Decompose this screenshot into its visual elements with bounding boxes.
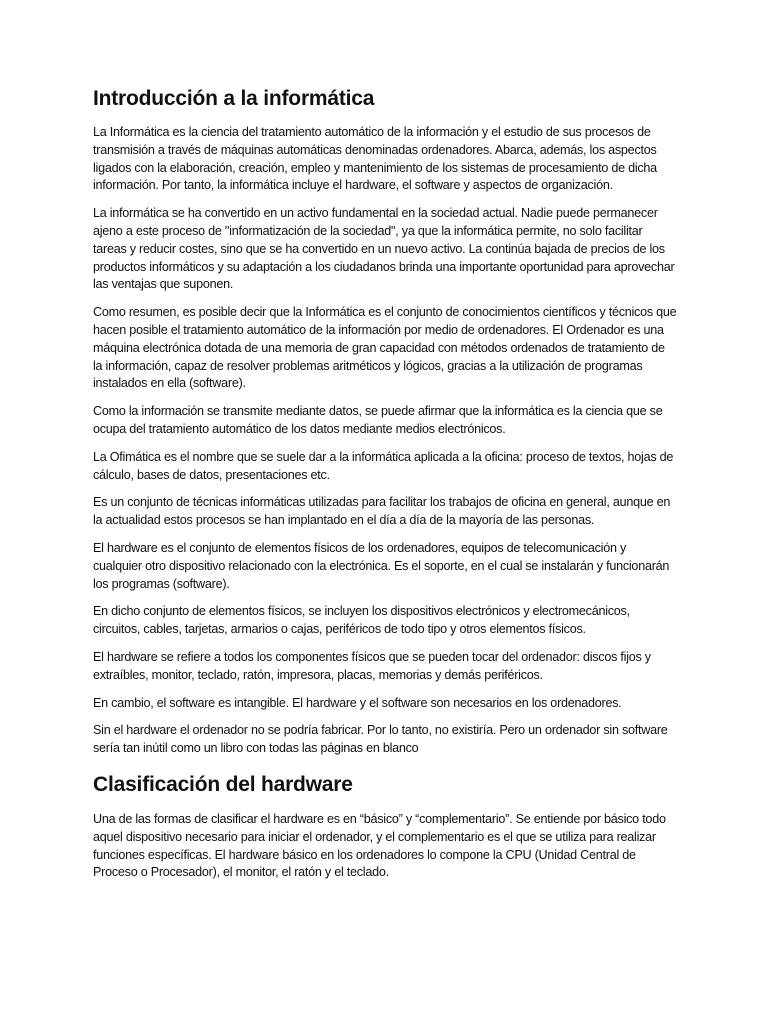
paragraph: Es un conjunto de técnicas informáticas utilizadas para facilitar los trabajos de oficina en general, aunque en la actualidad estos procesos se han implantado en el día a día de la mayoría de las personas. [93,495,671,528]
paragraph: Sin el hardware el ordenador no se podría fabricar. Por lo tanto, no existiría. Pero un ordenador sin software sería tan inútil como un libro con todas las páginas en blanco [93,723,668,756]
document-page [93,86,677,892]
paragraph: Como la información se transmite mediante datos, se puede afirmar que la informática es la ciencia que se ocupa del tratamiento automático de los datos mediante medios electrónicos. [93,404,663,436]
heading-clasificacion-hardware: Clasificación del hardware [93,772,353,796]
paragraph: En cambio, el software es intangible. El hardware y el software son necesarios en los ordenadores. [93,695,622,710]
paragraph: El hardware se refiere a todos los componentes físicos que se pueden tocar del ordenador: discos fijos y extraíbles, monitor, teclado, ratón, impresora, placas, memorias y demás periféricos. [93,649,651,682]
paragraph: En dicho conjunto de elementos físicos, se incluyen los dispositivos electrónicos y electromecánicos, circuitos, cables, tarjetas, armarios o cajas, periféricos de todo tipo y otros elementos físicos. [93,604,630,637]
paragraph: La Informática es la ciencia del tratamiento automático de la información y el estudio de sus procesos de transmisión a través de máquinas automáticas denominadas ordenadores. Abarca, además, los aspectos ligados con la elaboración, creación, empleo y mantenimiento de los sistemas de procesamiento de dicha información. Por tanto, la informática incluye el hardware, el software y aspectos de organización. [93,125,657,193]
paragraph: Como resumen, es posible decir que la Informática es el conjunto de conocimientos científicos y técnicos que hacen posible el tratamiento automático de la información por medio de ordenadores. El Ordenador es una máquina electrónica dotada de una memoria de gran capacidad con métodos ordenados de tratamiento de la información, capaz de resolver problemas aritméticos y lógicos, gracias a la utilización de programas instalados en ella (software). [93,305,677,391]
heading-introduccion: Introducción a la informática [93,87,375,110]
paragraph: La informática se ha convertido en un activo fundamental en la sociedad actual. Nadie puede permanecer ajeno a este proceso de "informatización de la sociedad", ya que la informática permite, no solo facilitar tareas y reducir costes, sino que se ha convertido en un nuevo activo. La continúa bajada de precios de los productos informáticos y su adaptación a los ciudadanos brinda una importante oportunidad para aprovechar las ventajas que suponen. [93,206,675,292]
paragraph: Una de las formas de clasificar el hardware es en “básico” y “complementario”. Se entiende por básico todo aquel dispositivo necesario para iniciar el ordenador, y el complementario es el que se utiliza para realizar funciones específicas. El hardware básico en los ordenadores lo compone la CPU (Unidad Central de Proceso o Procesador), el monitor, el ratón y el teclado. [93,811,666,880]
paragraph: El hardware es el conjunto de elementos físicos de los ordenadores, equipos de telecomunicación y cualquier otro dispositivo relacionado con la electrónica. Es el soporte, en el cual se instalarán y funcionarán los programas (software). [93,540,670,591]
paragraph: La Ofimática es el nombre que se suele dar a la informática aplicada a la oficina: proceso de textos, hojas de cálculo, bases de datos, presentaciones etc. [93,449,674,482]
